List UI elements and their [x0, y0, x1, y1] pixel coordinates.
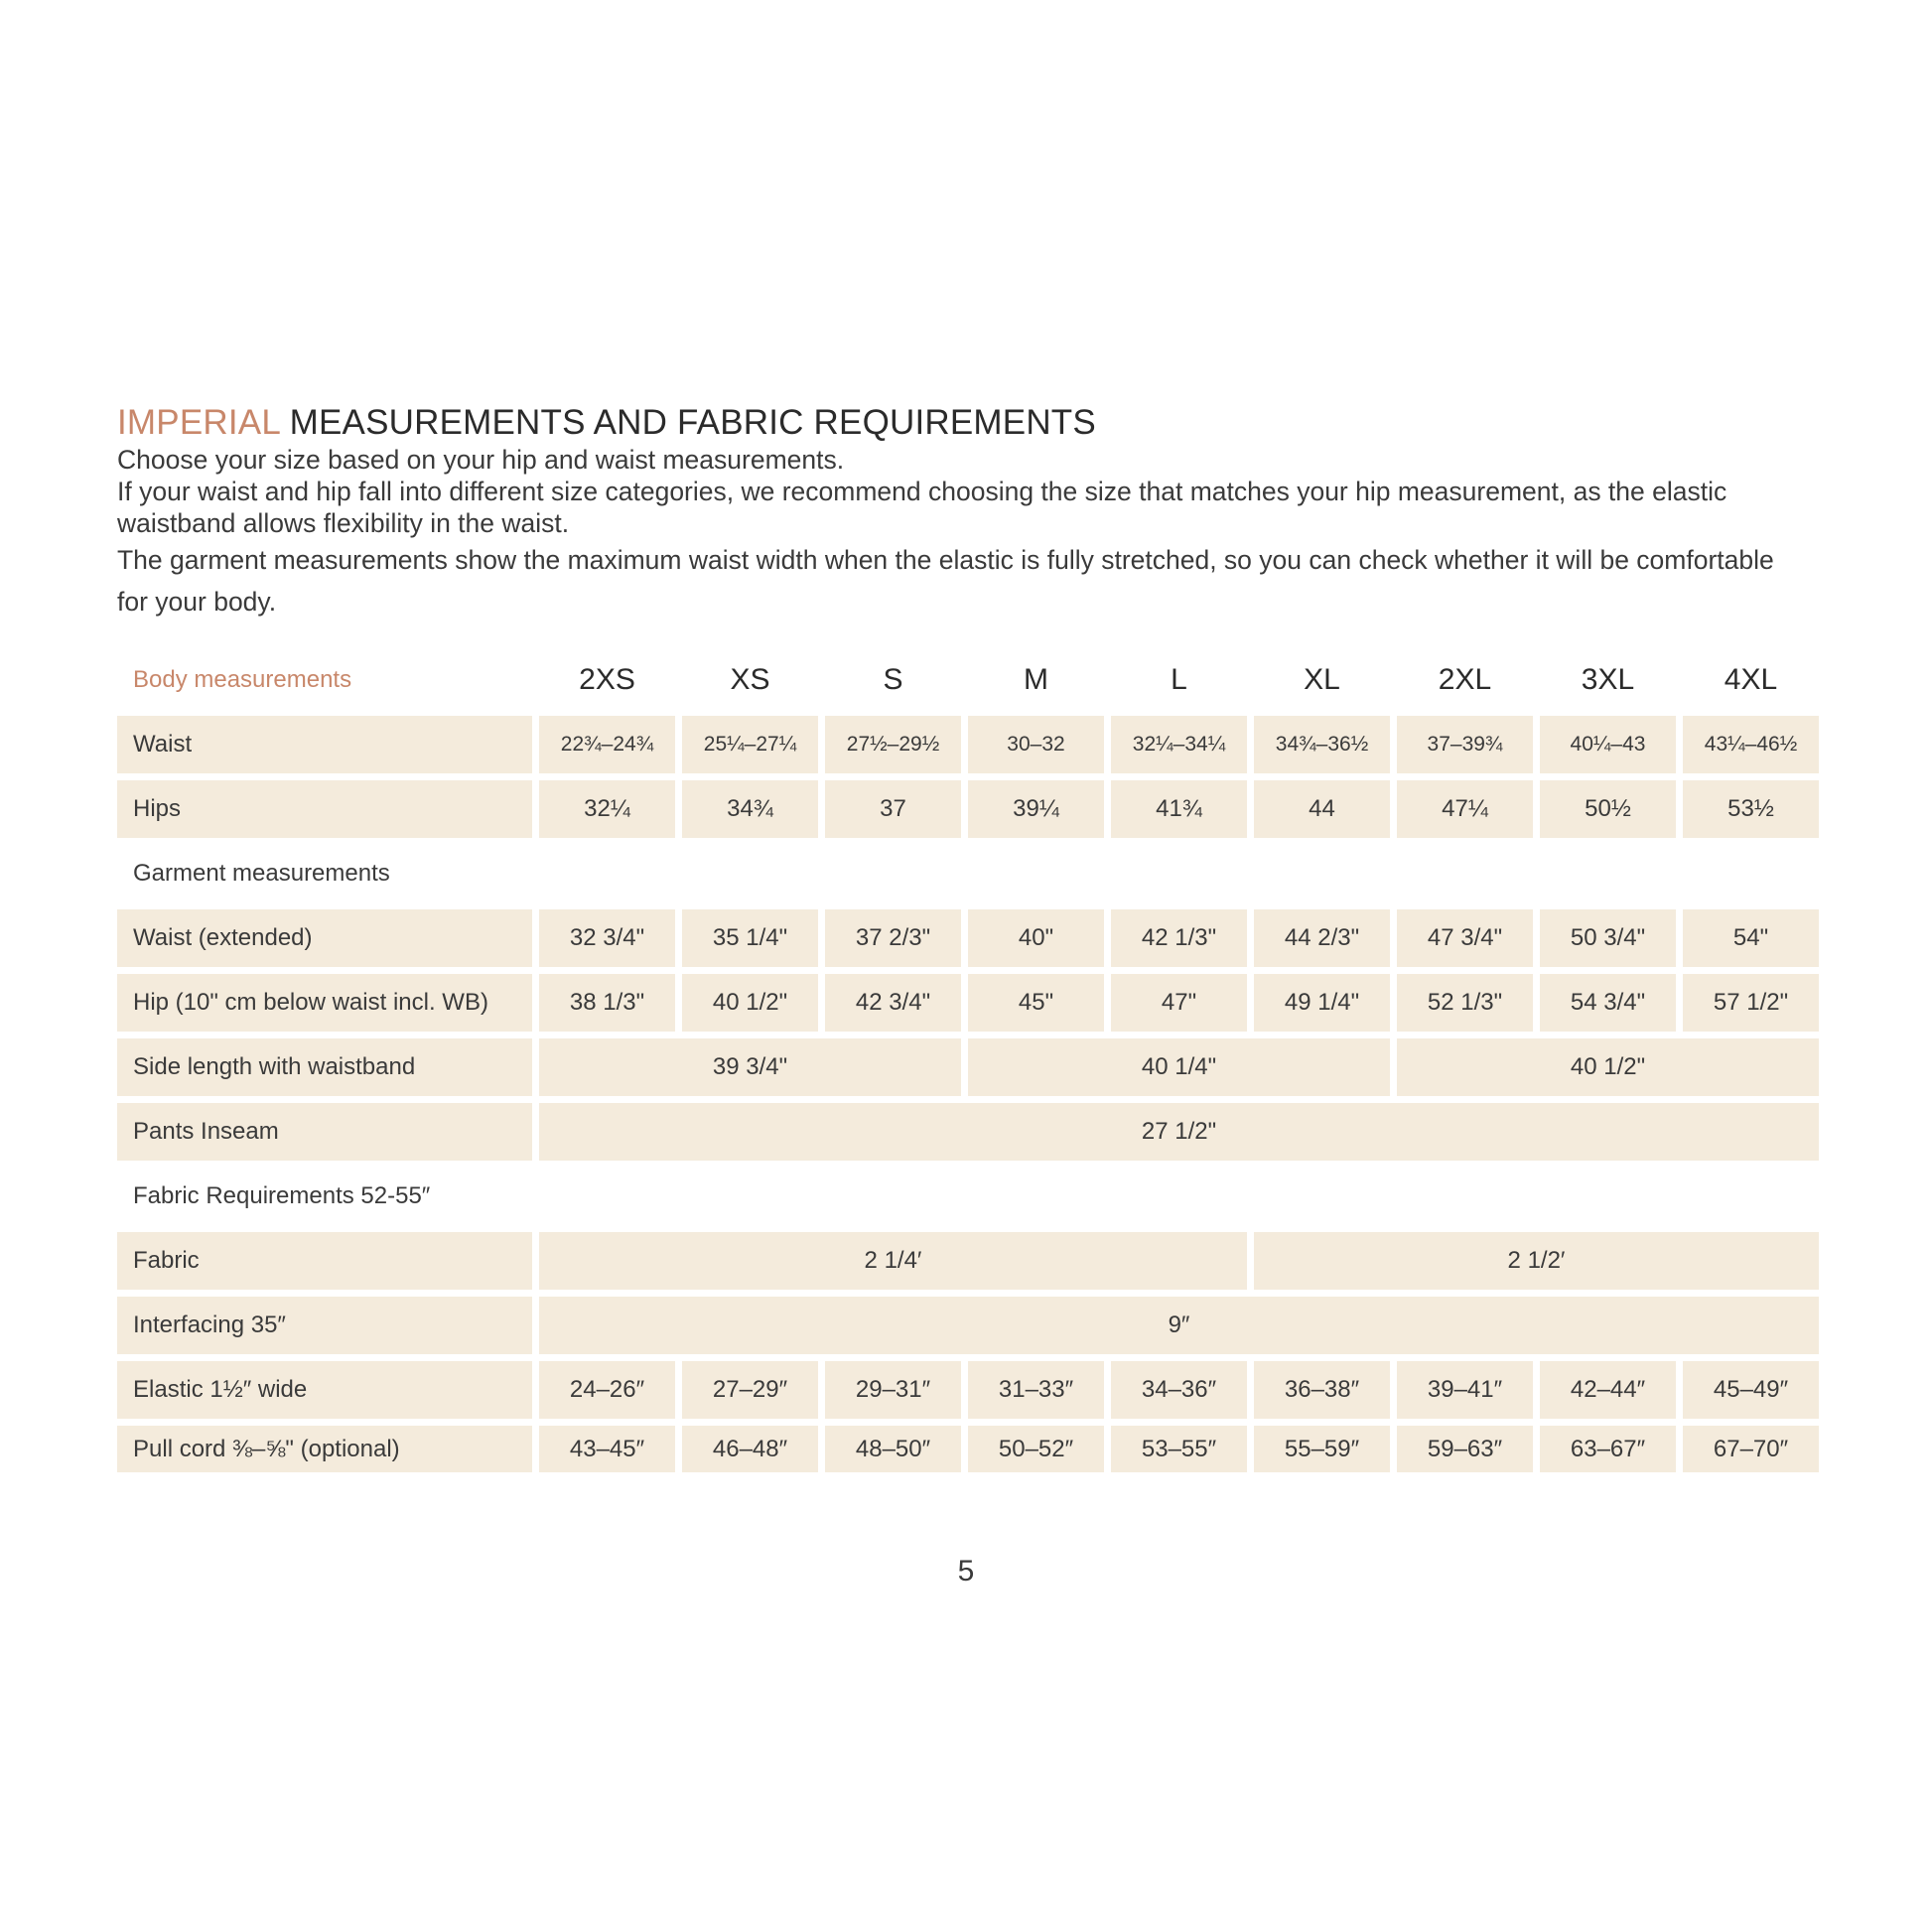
- intro-paragraph: Choose your size based on your hip and waist measurements.: [117, 445, 845, 475]
- table-cell: 43¼–46½: [1683, 716, 1819, 773]
- table-cell-merged: 2 1/4′: [539, 1232, 1247, 1290]
- table-cell: 63–67″: [1540, 1426, 1676, 1472]
- table-cell: 50–52″: [968, 1426, 1104, 1472]
- intro-paragraph: If your waist and hip fall into different size categories, we recommend choosing the size that matches your hip measurement, as the elastic waistband allows flexibility in the waist.: [117, 477, 1727, 538]
- table-cell: 40": [968, 909, 1104, 967]
- row-label-hips: Hips: [117, 780, 532, 838]
- table-cell: 34–36″: [1111, 1361, 1247, 1419]
- table-cell: 31–33″: [968, 1361, 1104, 1419]
- table-cell: 43–45″: [539, 1426, 675, 1472]
- table-cell: 50 3/4": [1540, 909, 1676, 967]
- row-label-side-length: Side length with waistband: [117, 1038, 532, 1096]
- table-cell: 39–41″: [1397, 1361, 1533, 1419]
- table-cell: 44: [1254, 780, 1390, 838]
- table-cell-merged: 2 1/2′: [1254, 1232, 1819, 1290]
- size-header: 4XL: [1724, 663, 1778, 696]
- body-measurements-heading: Body measurements: [133, 666, 352, 693]
- table-cell: 38 1/3": [539, 974, 675, 1032]
- size-header: XL: [1304, 663, 1340, 696]
- table-cell: 67–70″: [1683, 1426, 1819, 1472]
- table-cell: 25¼–27¼: [682, 716, 818, 773]
- table-cell: 46–48″: [682, 1426, 818, 1472]
- size-header: M: [1024, 663, 1048, 696]
- row-label-interfacing: Interfacing 35″: [117, 1297, 532, 1354]
- table-cell: 47": [1111, 974, 1247, 1032]
- garment-measurements-heading: Garment measurements: [133, 860, 390, 887]
- table-cell: 45–49″: [1683, 1361, 1819, 1419]
- row-label-fabric: Fabric: [117, 1232, 532, 1290]
- table-cell: 53–55″: [1111, 1426, 1247, 1472]
- row-label-waist: Waist: [117, 716, 532, 773]
- table-cell: 32¼: [539, 780, 675, 838]
- heading-rest: MEASUREMENTS AND FABRIC REQUIREMENTS: [289, 403, 1096, 442]
- table-cell-merged: 39 3/4": [539, 1038, 961, 1096]
- table-cell-merged: 40 1/4": [968, 1038, 1390, 1096]
- table-cell-merged: 27 1/2": [539, 1103, 1819, 1161]
- table-cell: 27½–29½: [825, 716, 961, 773]
- intro-paragraph: The garment measurements show the maximum waist width when the elastic is fully stretched, so you can check whether it will be comfortable for your body.: [117, 545, 1774, 617]
- table-cell: 39¼: [968, 780, 1104, 838]
- table-cell: 37–39¾: [1397, 716, 1533, 773]
- table-cell: 37 2/3": [825, 909, 961, 967]
- table-cell: 42 3/4": [825, 974, 961, 1032]
- table-cell: 45": [968, 974, 1104, 1032]
- size-header: 2XS: [579, 663, 635, 696]
- table-cell: 54": [1683, 909, 1819, 967]
- table-cell: 53½: [1683, 780, 1819, 838]
- table-cell: 54 3/4": [1540, 974, 1676, 1032]
- table-cell: 57 1/2": [1683, 974, 1819, 1032]
- table-cell: 32¼–34¼: [1111, 716, 1247, 773]
- table-cell: 29–31″: [825, 1361, 961, 1419]
- size-header: S: [883, 663, 903, 696]
- size-header: 3XL: [1581, 663, 1635, 696]
- row-label-pants-inseam: Pants Inseam: [117, 1103, 532, 1161]
- row-label-pull-cord: Pull cord ⅜–⅝" (optional): [117, 1426, 532, 1472]
- table-cell: 50½: [1540, 780, 1676, 838]
- table-cell: 49 1/4": [1254, 974, 1390, 1032]
- table-cell: 41¾: [1111, 780, 1247, 838]
- table-cell-merged: 9″: [539, 1297, 1819, 1354]
- table-cell: 37: [825, 780, 961, 838]
- row-label-waist-extended: Waist (extended): [117, 909, 532, 967]
- table-cell: 55–59″: [1254, 1426, 1390, 1472]
- table-cell: 22¾–24¾: [539, 716, 675, 773]
- heading-accent-word: IMPERIAL: [117, 403, 280, 442]
- table-cell: 24–26″: [539, 1361, 675, 1419]
- table-cell: 48–50″: [825, 1426, 961, 1472]
- table-cell: 52 1/3": [1397, 974, 1533, 1032]
- size-header: XS: [730, 663, 770, 696]
- table-cell: 27–29″: [682, 1361, 818, 1419]
- table-cell: 32 3/4": [539, 909, 675, 967]
- table-cell: 42 1/3": [1111, 909, 1247, 967]
- table-cell: 59–63″: [1397, 1426, 1533, 1472]
- size-table: [117, 651, 1817, 1472]
- size-header: 2XL: [1438, 663, 1492, 696]
- table-cell: 47 3/4": [1397, 909, 1533, 967]
- size-header: L: [1171, 663, 1187, 696]
- page-number: 5: [957, 1555, 975, 1587]
- table-cell: 35 1/4": [682, 909, 818, 967]
- table-cell: 34¾: [682, 780, 818, 838]
- row-label-elastic: Elastic 1½″ wide: [117, 1361, 532, 1419]
- page-heading: [117, 403, 1096, 443]
- table-cell: 47¼: [1397, 780, 1533, 838]
- row-label-hip: Hip (10" cm below waist incl. WB): [117, 974, 532, 1032]
- table-cell: 30–32: [968, 716, 1104, 773]
- intro-text: [117, 444, 1805, 622]
- table-cell: 40¼–43: [1540, 716, 1676, 773]
- table-cell-merged: 40 1/2": [1397, 1038, 1819, 1096]
- table-cell: 40 1/2": [682, 974, 818, 1032]
- table-cell: 34¾–36½: [1254, 716, 1390, 773]
- table-cell: 36–38″: [1254, 1361, 1390, 1419]
- table-cell: 42–44″: [1540, 1361, 1676, 1419]
- fabric-requirements-heading: Fabric Requirements 52-55″: [133, 1182, 431, 1209]
- table-cell: 44 2/3": [1254, 909, 1390, 967]
